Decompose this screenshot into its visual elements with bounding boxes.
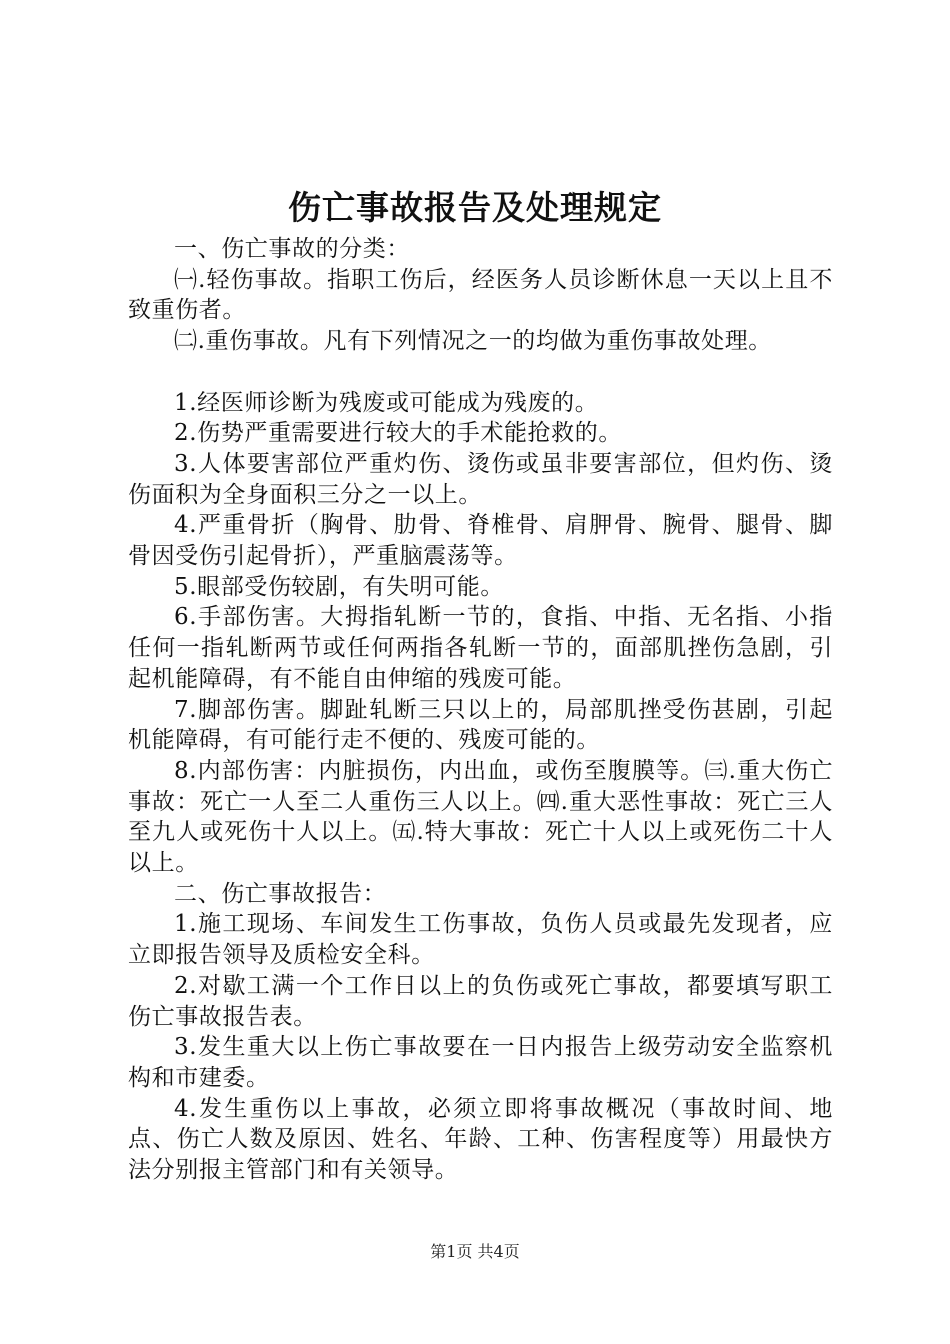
list-item: 3.人体要害部位严重灼伤、烫伤或虽非要害部位，但灼伤、烫伤面积为全身面积三分之一以上。 xyxy=(128,450,833,508)
list-item: 8.内部伤害：内脏损伤，内出血，或伤至腹膜等。㈢.重大伤亡事故：死亡一人至二人重伤三人以上。㈣.重大恶性事故：死亡三人至九人或死伤十人以上。㈤.特大事故：死亡十人以上或死伤二十人以上。 xyxy=(128,757,833,877)
list-item: 7.脚部伤害。脚趾轧断三只以上的，局部肌挫受伤甚剧，引起机能障碍，有可能行走不便的、残废可能的。 xyxy=(128,696,833,754)
paragraph: ㈡.重伤事故。凡有下列情况之一的均做为重伤事故处理。 xyxy=(174,328,772,355)
document-title: 伤亡事故报告及处理规定 xyxy=(288,188,662,227)
list-item: 1.经医师诊断为残废或可能成为残废的。 xyxy=(174,389,599,416)
paragraph: ㈠.轻伤事故。指职工伤后，经医务人员诊断休息一天以上且不致重伤者。 xyxy=(128,266,833,324)
section-heading: 一、伤亡事故的分类： xyxy=(174,236,410,262)
list-item: 2.对歇工满一个工作日以上的负伤或死亡事故，都要填写职工伤亡事故报告表。 xyxy=(128,972,833,1030)
blank-line xyxy=(128,357,833,388)
list-item: 5.眼部受伤较剧，有失明可能。 xyxy=(174,573,504,600)
document-body xyxy=(128,234,833,1186)
list-item: 4.严重骨折（胸骨、肋骨、脊椎骨、肩胛骨、腕骨、腿骨、脚骨因受伤引起骨折），严重脑震荡等。 xyxy=(128,512,833,570)
page-number: 第1页 共4页 xyxy=(430,1242,520,1261)
list-item: 4.发生重伤以上事故，必须立即将事故概况（事故时间、地点、伤亡人数及原因、姓名、年龄、工种、伤害程度等）用最快方法分别报主管部门和有关领导。 xyxy=(128,1095,833,1184)
list-item: 2.伤势严重需要进行较大的手术能抢救的。 xyxy=(174,420,622,447)
list-item: 6.手部伤害。大拇指轧断一节的，食指、中指、无名指、小指任何一指轧断两节或任何两指各轧断一节的，面部肌挫伤急剧，引起机能障碍，有不能自由伸缩的残废可能。 xyxy=(128,604,833,692)
list-item: 1.施工现场、车间发生工伤事故，负伤人员或最先发现者，应立即报告领导及质检安全科。 xyxy=(128,911,833,969)
section-heading: 二、伤亡事故报告： xyxy=(174,880,387,907)
list-item: 3.发生重大以上伤亡事故要在一日内报告上级劳动安全监察机构和市建委。 xyxy=(128,1034,833,1091)
